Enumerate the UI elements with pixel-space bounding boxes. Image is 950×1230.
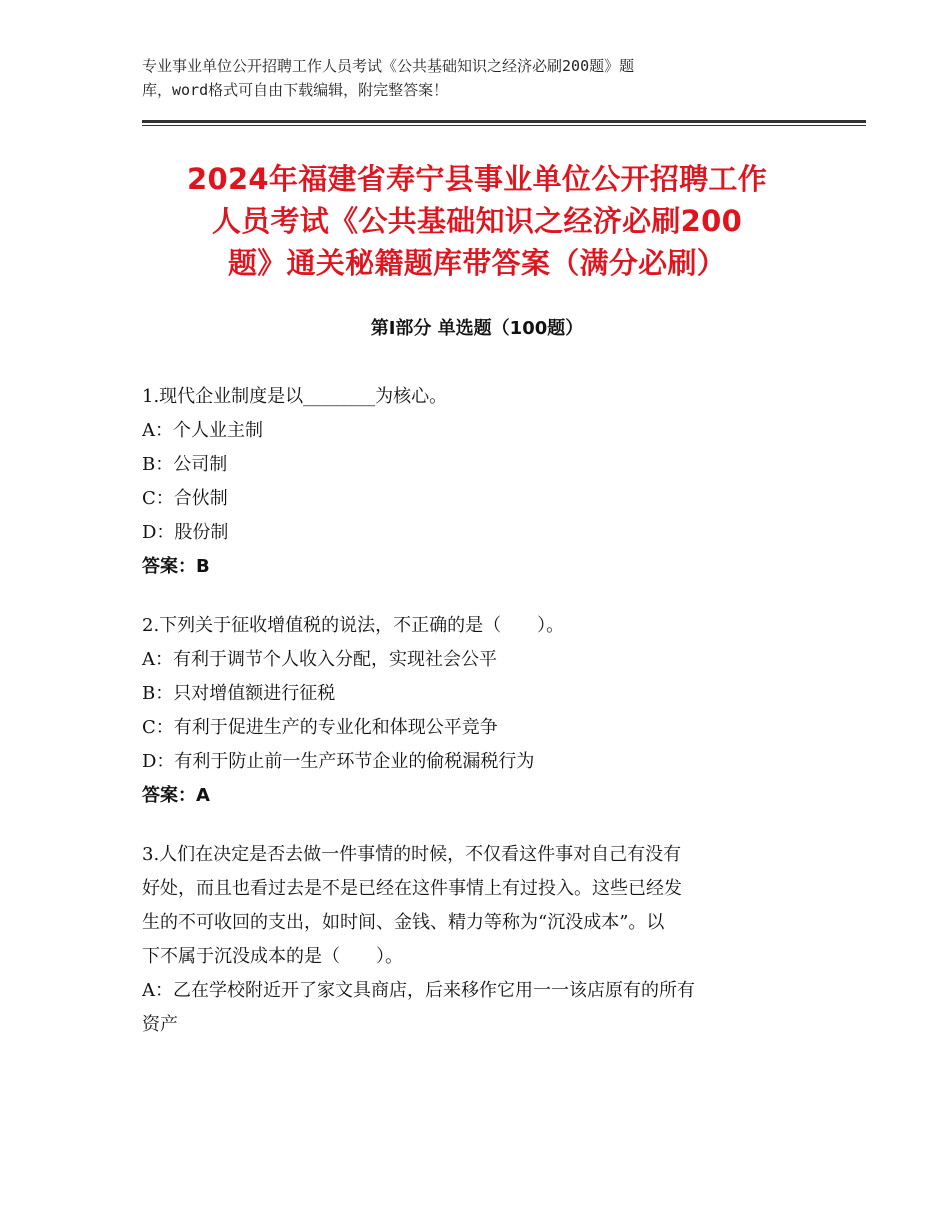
option-b: B：只对增值额进行征税: [142, 683, 336, 704]
question-stem: 1.现代企业制度是以________为核心。: [142, 386, 448, 407]
title-line-3: 题》通关秘籍题库带答案（满分必刷）: [227, 246, 727, 280]
document-header: [142, 54, 782, 102]
question-stem-line-4: 下不属于沉没成本的是（ ）。: [142, 946, 403, 967]
answer: 答案：B: [142, 556, 210, 577]
question-2: [142, 609, 812, 813]
header-divider-thick: [142, 120, 866, 123]
document-title: [142, 158, 812, 284]
question-3: [142, 838, 812, 1042]
header-divider-thin: [142, 125, 866, 126]
question-stem-line-1: 3.人们在决定是否去做一件事情的时候，不仅看这件事对自己有没有: [142, 844, 682, 865]
answer: 答案：A: [142, 785, 210, 806]
header-line-2: 库，word格式可自由下载编辑，附完整答案！: [142, 81, 449, 99]
option-a: A：个人业主制: [142, 420, 263, 441]
option-a: A：乙在学校附近开了家文具商店，后来移作它用一一该店原有的所有: [142, 980, 695, 1001]
question-list: [142, 380, 812, 1067]
option-c: C：合伙制: [142, 488, 228, 509]
option-d: D：股份制: [142, 522, 229, 543]
option-a: A：有利于调节个人收入分配，实现社会公平: [142, 649, 497, 670]
question-stem-line-2: 好处，而且也看过去是不是已经在这件事情上有过投入。这些已经发: [142, 878, 682, 899]
question-stem-line-3: 生的不可收回的支出，如时间、金钱、精力等称为“沉没成本”。以: [142, 912, 665, 933]
title-line-2: 人员考试《公共基础知识之经济必刷200: [211, 204, 743, 238]
section-heading: 第Ⅰ部分 单选题（100题）: [370, 318, 584, 339]
header-line-1: 专业事业单位公开招聘工作人员考试《公共基础知识之经济必刷200题》题: [142, 57, 635, 75]
question-stem: 2.下列关于征收增值税的说法，不正确的是（ ）。: [142, 615, 565, 636]
option-a-continued: 资产: [142, 1014, 178, 1035]
option-d: D：有利于防止前一生产环节企业的偷税漏税行为: [142, 751, 535, 772]
option-b: B：公司制: [142, 454, 228, 475]
question-1: [142, 380, 812, 584]
option-c: C：有利于促进生产的专业化和体现公平竞争: [142, 717, 498, 738]
title-line-1: 2024年福建省寿宁县事业单位公开招聘工作: [186, 162, 767, 196]
